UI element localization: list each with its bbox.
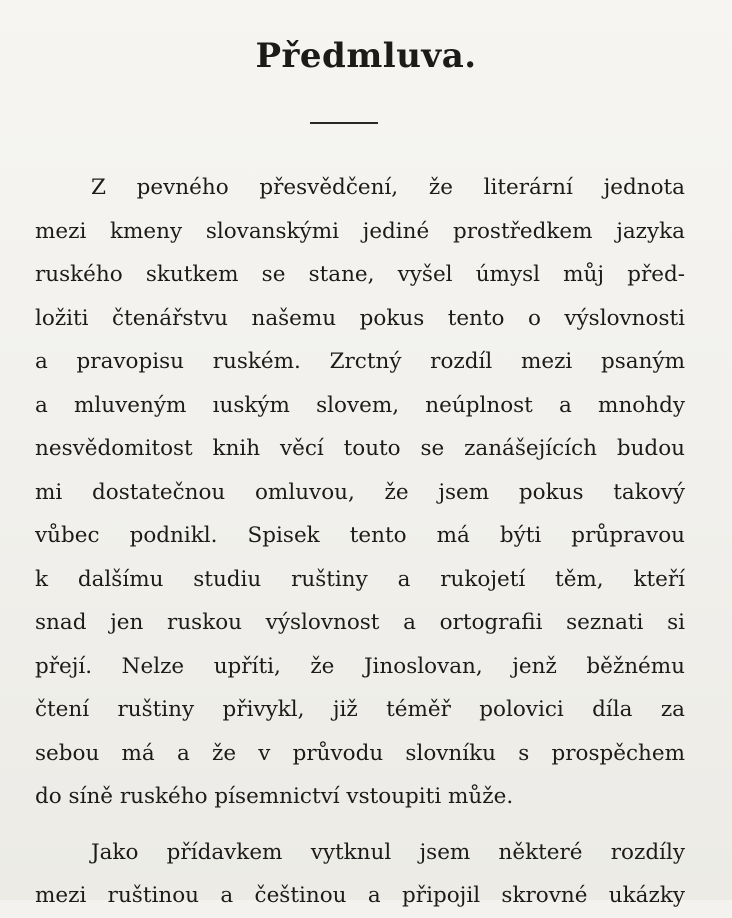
text-line: ruského skutkem se stane, vyšel úmysl můj před-	[35, 262, 685, 287]
text-line: a mluveným ıuským slovem, neúplnost a mnohdy	[35, 392, 685, 418]
text-line: a pravopisu ruském. Zrctný rozdíl mezi psaným	[35, 349, 685, 374]
text-line: vůbec podnikl. Spisek tento má býti průpravou	[35, 523, 685, 548]
text-line: Z pevného přesvědčení, že literární jednota	[91, 175, 685, 200]
text-line: do síně ruského písemnictví vstoupiti může.	[35, 784, 514, 809]
text-line: Jako přídavkem vytknul jsem některé rozdíly	[91, 839, 685, 865]
page-body	[35, 166, 685, 918]
text-line: nesvědomitost knih věcí touto se zanášejících budou	[35, 436, 685, 461]
text-line: ložiti čtenářstvu našemu pokus tento o výslovnosti	[35, 305, 685, 331]
text-line: čtení ruštiny přivykl, již téměř polovici díla za	[35, 697, 685, 722]
paragraph	[35, 831, 685, 918]
text-line: mi dostatečnou omluvou, že jsem pokus takový	[35, 479, 685, 505]
text-line: sebou má a že v průvodu slovníku s prospěchem	[35, 740, 685, 766]
paragraph	[35, 166, 685, 819]
text-line: snad jen ruskou výslovnost a ortografii seznati si	[35, 610, 685, 635]
page-title: Předmluva.	[255, 36, 477, 76]
text-line: mezi kmeny slovanskými jediné prostředkem jazyka	[35, 218, 685, 244]
text-line: přejí. Nelze upříti, že Jinoslovan, jenž běžnému	[35, 653, 685, 679]
text-line: k dalšímu studiu ruštiny a rukojetí těm, kteří	[35, 566, 685, 592]
text-line: mezi ruštinou a češtinou a připojil skrovné ukázky	[35, 883, 685, 908]
title-divider	[310, 122, 378, 124]
